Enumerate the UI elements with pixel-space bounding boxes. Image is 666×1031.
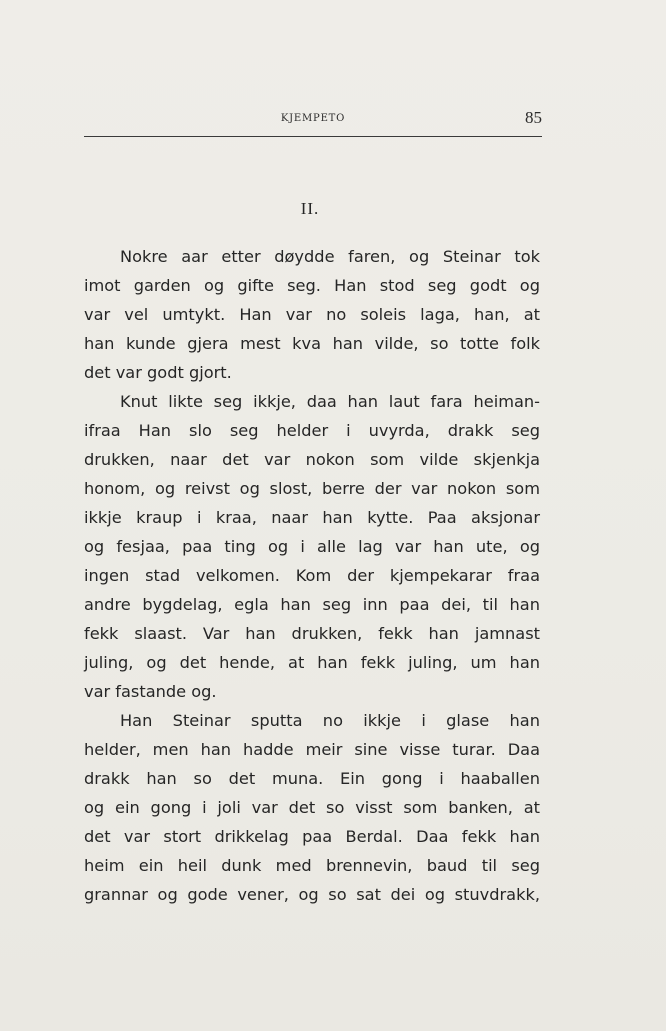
- text-line: andre bygdelag, egla han seg inn paa dei, til han: [84, 595, 540, 614]
- text-line: honom, og reivst og slost, berre der var nokon som: [84, 479, 540, 498]
- section-heading: II.: [300, 199, 320, 218]
- text-line: det var godt gjort.: [84, 363, 232, 382]
- text-line: Han Steinar sputta no ikkje i glase han: [120, 711, 540, 730]
- text-line: og ein gong i joli var det so visst som banken, at: [84, 798, 540, 817]
- text-line: og fesjaa, paa ting og i alle lag var han ute, og: [84, 537, 540, 556]
- text-line: Nokre aar etter døydde faren, og Steinar tok: [120, 247, 540, 266]
- text-line: han kunde gjera mest kva han vilde, so totte folk: [84, 334, 540, 353]
- text-line: grannar og gode vener, og so sat dei og stuvdrakk,: [84, 885, 540, 904]
- text-line: var fastande og.: [84, 682, 217, 701]
- page-number: 85: [525, 108, 542, 127]
- text-line: drakk han so det muna. Ein gong i haaballen: [84, 769, 540, 788]
- text-line: ifraa Han slo seg helder i uvyrda, drakk seg: [84, 421, 540, 440]
- text-line: fekk slaast. Var han drukken, fekk han jamnast: [84, 624, 540, 643]
- text-line: drukken, naar det var nokon som vilde skjenkja: [84, 450, 540, 469]
- text-line: heim ein heil dunk med brennevin, baud til seg: [84, 856, 540, 875]
- text-line: Knut likte seg ikkje, daa han laut fara heiman-: [120, 392, 540, 411]
- text-line: helder, men han hadde meir sine visse turar. Daa: [84, 740, 540, 759]
- running-head: [84, 108, 542, 137]
- running-title: KJEMPETO: [280, 113, 346, 124]
- text-line: var vel umtykt. Han var no soleis laga, han, at: [84, 305, 540, 324]
- text-line: ikkje kraup i kraa, naar han kytte. Paa aksjonar: [84, 508, 540, 527]
- text-line: imot garden og gifte seg. Han stod seg godt og: [84, 276, 540, 295]
- text-line: juling, og det hende, at han fekk juling, um han: [84, 653, 540, 672]
- text-line: ingen stad velkomen. Kom der kjempekarar fraa: [84, 566, 540, 585]
- text-line: det var stort drikkelag paa Berdal. Daa fekk han: [84, 827, 540, 846]
- body-text: [84, 242, 540, 909]
